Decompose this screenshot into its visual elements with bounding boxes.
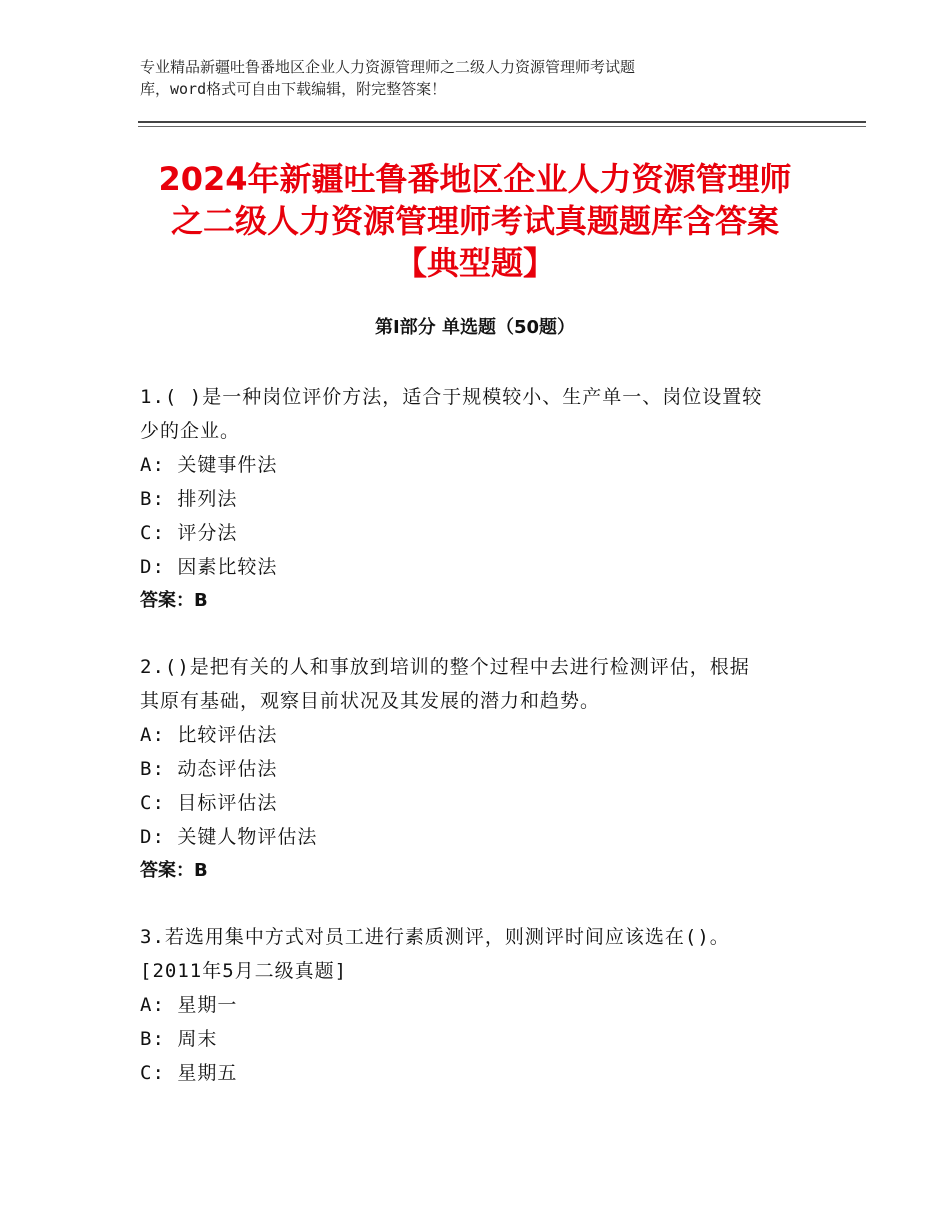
option-a: A: 星期一 [140,994,238,1016]
option-a: A: 比较评估法 [140,724,278,746]
header-divider-thick [138,121,866,123]
section-title: 第Ⅰ部分 单选题（50题） [374,317,575,338]
question-1 [140,380,810,618]
option-b: B: 周末 [140,1028,218,1050]
question-list [140,380,810,1122]
question-2 [140,650,810,888]
question-stem: 3.若选用集中方式对员工进行素质测评，则测评时间应该选在()。 [140,926,730,948]
option-d: D: 关键人物评估法 [140,826,318,848]
option-c: C: 目标评估法 [140,792,278,814]
option-a: A: 关键事件法 [140,454,278,476]
question-stem-continued: 其原有基础，观察目前状况及其发展的潜力和趋势。 [140,690,601,712]
header-note-line-2: 库，word格式可自由下载编辑，附完整答案！ [140,80,447,98]
option-c: C: 星期五 [140,1062,238,1084]
question-stem: 1.( )是一种岗位评价方法，适合于规模较小、生产单一、岗位设置较 [140,386,763,408]
question-stem-continued: [2011年5月二级真题] [140,960,348,982]
answer: 答案：B [140,590,208,611]
answer: 答案：B [140,860,208,881]
option-b: B: 排列法 [140,488,238,510]
question-3 [140,920,810,1090]
question-stem-continued: 少的企业。 [140,420,241,442]
document-title-line-1: 2024年新疆吐鲁番地区企业人力资源管理师 [158,160,792,198]
option-c: C: 评分法 [140,522,238,544]
header-note [140,56,780,100]
document-title [100,158,850,284]
question-stem: 2.()是把有关的人和事放到培训的整个过程中去进行检测评估，根据 [140,656,750,678]
option-b: B: 动态评估法 [140,758,278,780]
document-title-line-3: 【典型题】 [394,244,555,282]
header-note-line-1: 专业精品新疆吐鲁番地区企业人力资源管理师之二级人力资源管理师考试题 [140,58,636,76]
document-title-line-2: 之二级人力资源管理师考试真题题库含答案 [170,202,779,240]
header-divider-thin [138,126,866,127]
option-d: D: 因素比较法 [140,556,278,578]
